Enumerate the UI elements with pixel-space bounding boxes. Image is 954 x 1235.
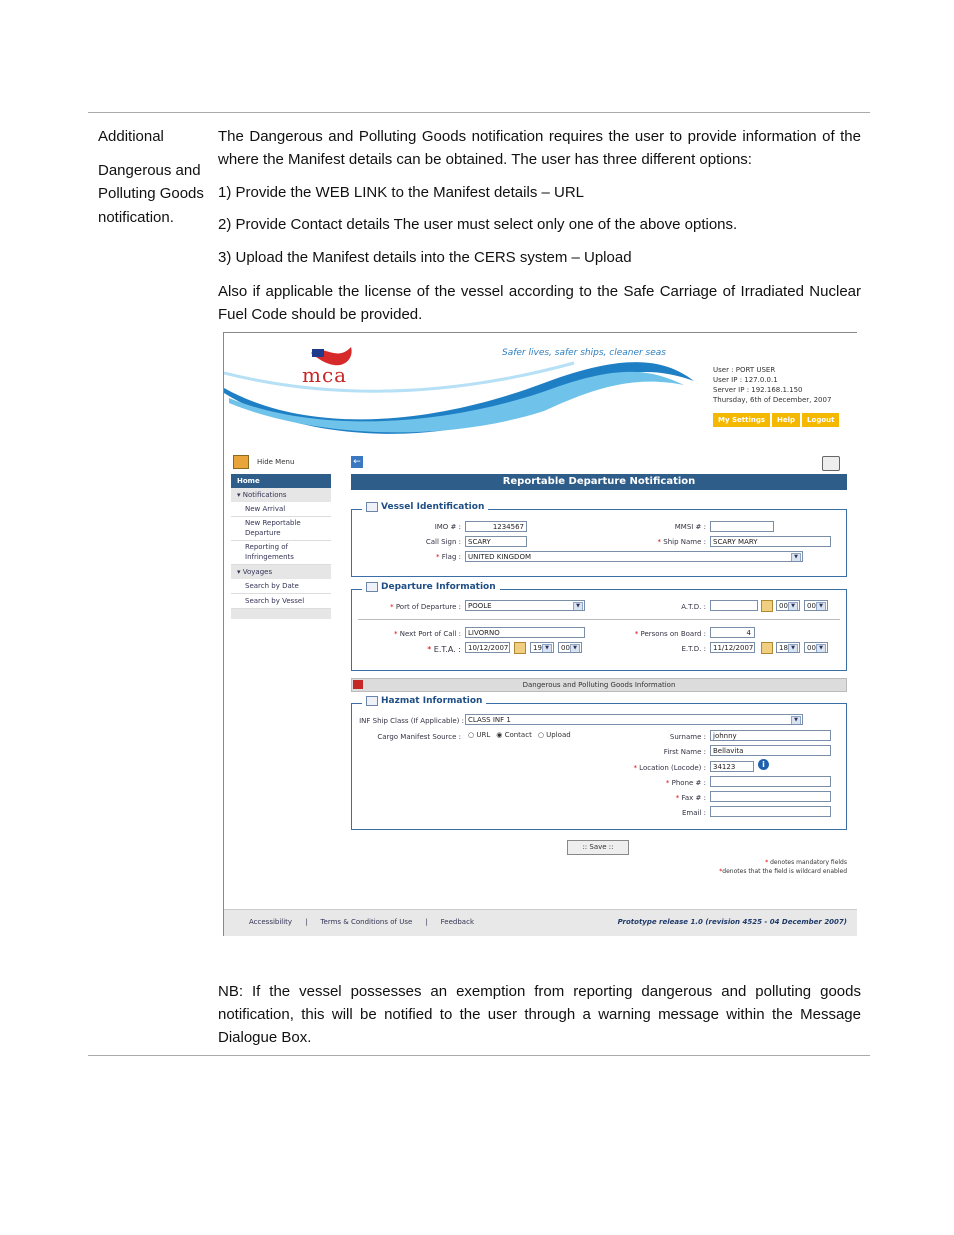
chevron-down-icon: ▼ [573,602,583,611]
chevron-down-icon: ▼ [788,644,798,653]
atd-minute: 00 [807,602,816,610]
flag-label-text: Flag : [441,553,461,561]
collapse-icon[interactable] [353,680,363,689]
fax-label: * Fax # : [675,794,706,802]
callsign-input[interactable]: SCARY [465,536,527,547]
dpg-bar-label: Dangerous and Polluting Goods Information [522,681,676,689]
etd-minute-select[interactable] [804,642,828,653]
mca-logo-text: mca [302,363,348,387]
firstname-label: First Name : [663,748,706,756]
hide-menu-label: Hide Menu [257,458,295,466]
mmsi-label: MMSI # : [674,523,706,531]
form-icon [366,696,378,706]
email-label: Email : [681,809,706,817]
feedback-link[interactable]: Feedback [440,918,474,926]
etd-minute: 00 [807,644,816,652]
menu-search-vessel[interactable]: Search by Vessel [231,594,331,609]
imo-label: IMO # : [434,523,461,531]
location-label-text: Location (Locode) : [639,764,706,772]
atd-minute-select[interactable] [804,600,828,611]
phone-label: * Phone # : [665,779,706,787]
radio-upload[interactable]: ○ Upload [537,731,571,739]
heading-line-2: Dangerous and Polluting Goods notification. [98,161,204,226]
menu-search-date[interactable]: Search by Date [231,579,331,594]
eta-input[interactable]: 10/12/2007 [465,642,510,653]
license-paragraph: Also if applicable the license of the vessel according to the Safe Carriage of Irradiated Nuclear Fuel Code should be provided. [218,283,861,323]
firstname-input[interactable]: Bellavita [710,745,831,756]
vessel-identification-section [351,502,847,577]
chevron-down-icon: ▼ [788,602,798,611]
callsign-label: Call Sign : [425,538,461,546]
radio-url-label: URL [476,731,491,739]
side-menu [231,474,331,619]
inf-class-value: CLASS INF 1 [468,716,511,724]
calendar-icon[interactable] [514,642,526,654]
mandatory-note [719,858,847,876]
location-input[interactable]: 34123 [710,761,754,772]
top-button-bar [713,413,839,427]
user-ip: User IP : 127.0.0.1 [713,376,778,384]
menu-new-arrival[interactable]: New Arrival [231,502,331,517]
server-ip: Server IP : 192.168.1.150 [713,386,803,394]
atd-input[interactable] [710,600,758,611]
chevron-down-icon: ▼ [816,602,826,611]
email-input[interactable] [710,806,831,817]
release-text: Prototype release 1.0 (revision 4525 - 04 December 2007) [617,918,847,926]
surname-input[interactable]: johnny [710,730,831,741]
radio-upload-label: Upload [546,731,571,739]
footer-separator: | [425,918,428,926]
etd-hour-select[interactable] [776,642,800,653]
info-icon[interactable]: i [758,759,769,770]
current-date: Thursday, 6th of December, 2007 [713,396,832,404]
departure-legend [362,582,500,592]
phone-label-text: Phone # : [671,779,706,787]
option-1: 1) Provide the WEB LINK to the Manifest details – URL [218,184,584,201]
etd-hour: 18 [779,644,788,652]
chevron-down-icon: ▼ [816,644,826,653]
port-departure-label: * Port of Departure : [390,603,461,611]
calendar-icon[interactable] [761,600,773,612]
section-divider [358,619,840,620]
etd-input[interactable]: 11/12/2007 [710,642,755,653]
radio-contact[interactable]: ◉ Contact [496,731,532,739]
footer-bar [224,909,857,936]
departure-legend-label: Departure Information [381,582,496,592]
pob-label: * Persons on Board : [634,630,706,638]
menu-notifications-label: Notifications [242,491,287,499]
option-2: 2) Provide Contact details The user must select only one of the above options. [218,216,738,233]
radio-contact-label: Contact [504,731,532,739]
menu-new-departure[interactable]: New Reportable Departure [231,517,331,541]
vessel-legend [362,502,488,512]
atd-label: A.T.D. : [681,603,706,611]
row-heading [98,125,208,239]
top-rule [88,112,870,113]
intro-paragraph: The Dangerous and Polluting Goods notification requires the user to provide information of the where the Manifest details can be obtained. The user has three different options: [218,128,861,168]
mandatory-note-text: denotes mandatory fields [770,859,847,866]
shipname-label: * Ship Name : [657,538,706,546]
help-button[interactable]: Help [772,413,800,427]
chevron-down-icon: ▼ [570,644,580,653]
fax-label-text: Fax # : [681,794,706,802]
next-port-input[interactable]: LIVORNO [465,627,585,638]
dpg-bar[interactable] [351,678,847,692]
footer-separator: | [305,918,308,926]
back-arrow-icon[interactable]: ← [351,456,363,468]
menu-voyages[interactable]: ▾ Voyages [231,565,331,579]
heading-line-1: Additional [98,128,164,145]
cargo-manifest-label: Cargo Manifest Source : [377,733,461,741]
eta-minute-select[interactable] [558,642,582,653]
hazmat-information-section [351,696,847,830]
my-settings-button[interactable]: My Settings [713,413,770,427]
eta-hour: 19 [533,644,542,652]
eta-hour-select[interactable] [530,642,554,653]
form-icon [366,582,378,592]
departure-information-section [351,582,847,671]
cargo-source-radios [468,731,571,739]
menu-home[interactable]: Home [231,474,331,488]
eta-label-text: E.T.A. : [433,645,461,654]
next-port-label-text: Next Port of Call : [399,630,461,638]
menu-infringements[interactable]: Reporting of Infringements [231,541,331,565]
option-3: 3) Upload the Manifest details into the CERS system – Upload [218,249,632,266]
radio-url[interactable]: ○ URL [468,731,491,739]
flag-label: * Flag : [435,553,461,561]
hide-menu-control[interactable] [233,455,294,469]
chevron-down-icon: ▼ [542,644,552,653]
mandatory-note-line: * denotes mandatory fields [765,859,847,866]
imo-input[interactable]: 1234567 [465,521,527,532]
menu-notifications[interactable]: ▾ Notifications [231,488,331,502]
etd-label: E.T.D. : [681,645,706,653]
next-port-label: * Next Port of Call : [394,630,461,638]
fax-input[interactable] [710,791,831,802]
vessel-legend-label: Vessel Identification [381,502,485,512]
atd-hour-select[interactable] [776,600,800,611]
wildcard-note-text: denotes that the field is wildcard enabled [722,868,847,875]
eta-minute: 00 [561,644,570,652]
atd-hour: 00 [779,602,788,610]
hazmat-legend-label: Hazmat Information [381,696,483,706]
print-icon[interactable] [822,456,840,471]
user-name: User : PORT USER [713,366,776,374]
chevron-down-icon: ▼ [791,553,801,562]
user-info [713,365,831,405]
port-departure-value: POOLE [468,602,492,610]
calendar-icon[interactable] [761,642,773,654]
wildcard-note-line: *denotes that the field is wildcard enabled [719,868,847,875]
port-departure-label-text: Port of Departure : [395,603,461,611]
flag-value: UNITED KINGDOM [468,553,531,561]
bottom-rule [88,1055,870,1056]
port-departure-select[interactable] [465,600,585,611]
inf-class-label: INF Ship Class (If Applicable) : [359,717,464,725]
form-icon [366,502,378,512]
chevron-down-icon: ▼ [791,716,801,725]
inf-class-select[interactable] [465,714,803,725]
location-label: * Location (Locode) : [633,764,706,772]
menu-voyages-label: Voyages [242,568,273,576]
logout-button[interactable]: Logout [802,413,839,427]
pob-label-text: Persons on Board : [640,630,706,638]
pob-input[interactable]: 4 [710,627,755,638]
save-button[interactable]: :: Save :: [567,840,629,855]
mmsi-input[interactable] [710,521,774,532]
embedded-screenshot [223,332,857,936]
hide-menu-icon [233,455,249,469]
terms-link[interactable]: Terms & Conditions of Use [320,918,413,926]
shipname-label-text: Ship Name : [663,538,706,546]
eta-label: * E.T.A. : [427,645,461,654]
footer-links [249,918,474,926]
hazmat-legend [362,696,486,706]
surname-label: Surname : [669,733,706,741]
nb-paragraph: NB: If the vessel possesses an exemption from reporting dangerous and polluting goods notification, this will be notified to the user through a warning message within the Message Dialogue Box. [218,983,861,1046]
accessibility-link[interactable]: Accessibility [249,918,293,926]
flag-select[interactable] [465,551,803,562]
page-title: Reportable Departure Notification [351,474,847,490]
tagline: Safer lives, safer ships, cleaner seas [502,348,666,358]
menu-bottom [231,609,331,619]
shipname-input[interactable]: SCARY MARY [710,536,831,547]
phone-input[interactable] [710,776,831,787]
